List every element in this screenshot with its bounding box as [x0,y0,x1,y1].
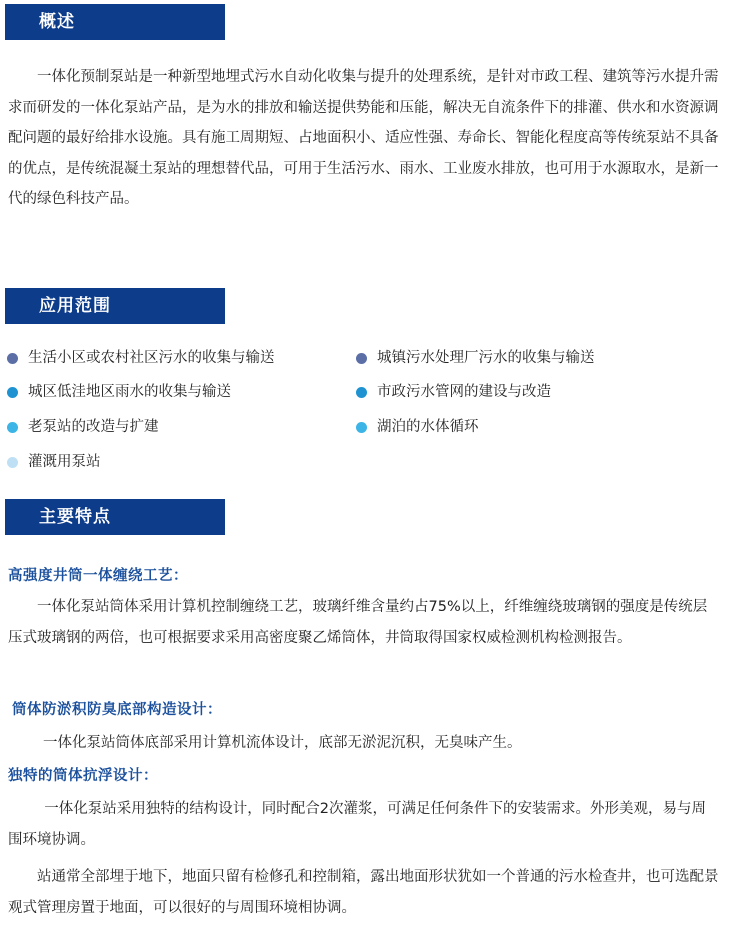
features-heading: 主要特点 [5,499,225,535]
bullet-dot-icon [356,387,367,398]
overview-paragraph: 一体化预制泵站是一种新型地埋式污水自动化收集与提升的处理系统，是针对市政工程、建筑等污水提升需求而研发的一体化泵站产品，是为水的排放和输送提供势能和压能，解决无自流条件下的排灌、供水和水资源调配问题的最好给排水设施。具有施工周期短、占地面积小、适应性强、寿命长、智能化程度高等传统泵站不具备的优点，是传统混凝土泵站的理想替代品，可用于生活污水、雨水、工业废水排放，也可用于水源取水，是新一代的绿色科技产品。 [8,69,719,207]
bullet-dot-icon [356,422,367,433]
list-item [7,452,101,472]
feature-paragraph: 站通常全部埋于地下，地面只留有检修孔和控制箱，露出地面形状犹如一个普通的污水检查井，也可选配景观式管理房置于地面，可以很好的与周围环境相协调。 [8,869,719,916]
feature-title: 筒体防淤积防臭底部构造设计： [12,702,222,718]
list-item-label: 市政污水管网的建设与改造 [377,384,551,400]
list-item [7,348,275,368]
overview-heading: 概述 [5,4,225,40]
list-item [356,417,479,437]
list-item-label: 城区低洼地区雨水的收集与输送 [28,384,231,400]
list-item [356,348,595,368]
feature-title: 高强度井筒一体缠绕工艺： [8,568,188,584]
list-item-label: 老泵站的改造与扩建 [28,419,159,435]
list-item-label: 城镇污水处理厂污水的收集与输送 [377,350,595,366]
bullet-dot-icon [7,353,18,364]
feature-title: 独特的筒体抗浮设计： [8,768,158,784]
bullet-dot-icon [7,387,18,398]
application-heading: 应用范围 [5,288,225,324]
feature-paragraph: 一体化泵站筒体底部采用计算机流体设计，底部无淤泥沉积，无臭味产生。 [43,735,522,751]
bullet-dot-icon [7,422,18,433]
list-item [7,417,159,437]
feature-paragraph: 一体化泵站采用独特的结构设计，同时配合2次灌浆，可满足任何条件下的安装需求。外形美观，易与周围环境协调。 [8,801,706,848]
bullet-dot-icon [7,457,18,468]
list-item-label: 灌溉用泵站 [28,454,101,470]
bullet-dot-icon [356,353,367,364]
feature-paragraph: 一体化泵站筒体采用计算机控制缠绕工艺，玻璃纤维含量约占75%以上，纤维缠绕玻璃钢的强度是传统层压式玻璃钢的两倍，也可根据要求采用高密度聚乙烯筒体，井筒取得国家权威检测机构检测报告。 [8,599,708,646]
list-item-label: 生活小区或农村社区污水的收集与输送 [28,350,275,366]
list-item [356,382,551,402]
list-item [7,382,231,402]
list-item-label: 湖泊的水体循环 [377,419,479,435]
